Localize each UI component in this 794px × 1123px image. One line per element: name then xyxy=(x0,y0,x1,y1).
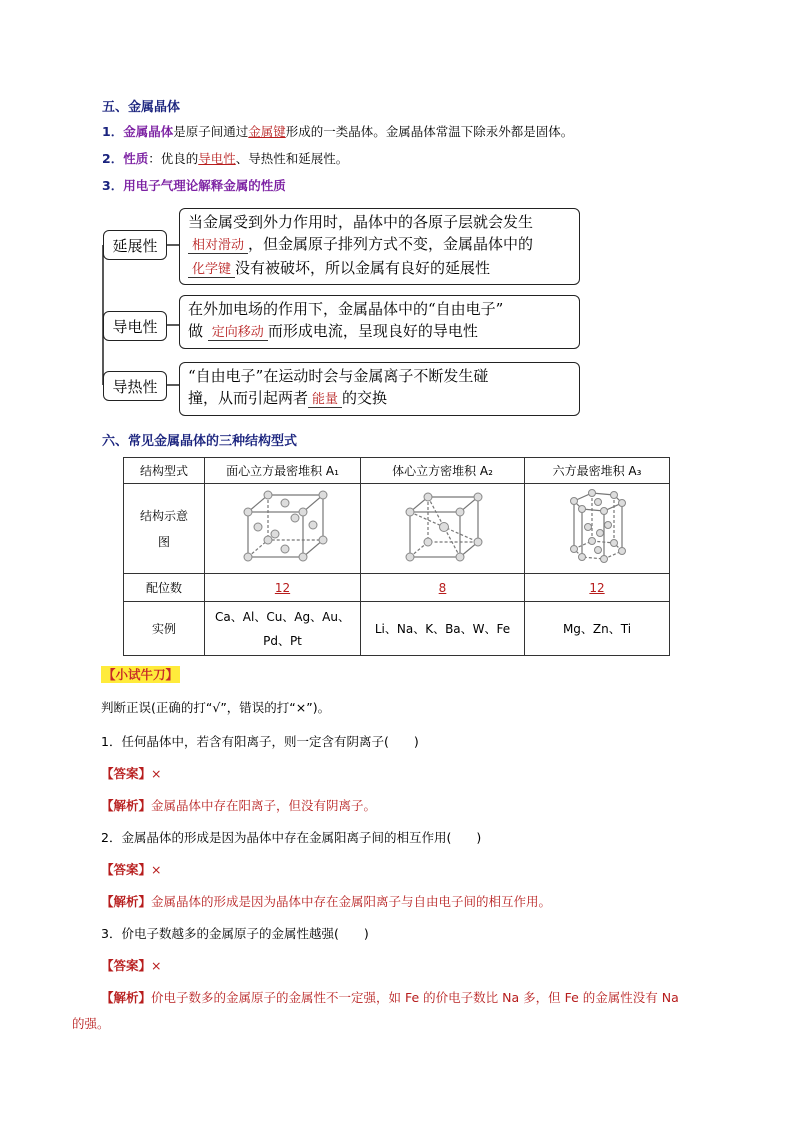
table-header-hcp: 六方最密堆积 A₃ xyxy=(525,458,670,484)
table-header-bcc: 体心立方密堆积 A₂ xyxy=(361,458,525,484)
section5-item1 xyxy=(102,122,573,140)
table-header-fcc: 面心立方最密堆积 A₁ xyxy=(205,458,361,484)
box-conductivity xyxy=(179,295,580,349)
cn-bcc: 8 xyxy=(361,574,525,602)
box3-line2: 撞，从而引起两者 xyxy=(188,389,309,407)
item1-number: 1． xyxy=(102,124,124,139)
q3-question: 3．价电子数越多的金属原子的金属性越强( ) xyxy=(101,926,369,941)
item1-term: 金属晶体 xyxy=(123,124,174,139)
box-ductility xyxy=(179,208,580,285)
item2-text-a: ：优良的 xyxy=(148,151,199,166)
q1-analysis xyxy=(101,796,376,814)
q2-answer-value: × xyxy=(151,862,162,877)
fcc-diagram xyxy=(205,484,361,574)
q1-answer xyxy=(101,764,162,782)
item3-number: 3． xyxy=(102,178,124,193)
q2-question: 2．金属晶体的形成是因为晶体中存在金属阳离子间的相互作用( ) xyxy=(101,830,482,845)
quiz-instruction: 判断正误(正确的打“√”，错误的打“×”)。 xyxy=(101,700,331,715)
q1-answer-value: × xyxy=(151,766,162,781)
q1-analysis-text: 金属晶体中存在阳离子，但没有阴离子。 xyxy=(151,798,377,813)
section5-item3 xyxy=(102,176,286,194)
node-ductility: 延展性 xyxy=(103,230,167,260)
analysis-label: 【解析】 xyxy=(101,798,152,813)
bcc-diagram xyxy=(361,484,525,574)
cn-fcc: 12 xyxy=(205,574,361,602)
quiz-tag: 【小试牛刀】 xyxy=(103,667,179,682)
table-row-cn-label: 配位数 xyxy=(124,574,205,602)
box1-fill1: 相对滑动 xyxy=(188,238,248,254)
item2-fill: 导电性 xyxy=(198,151,236,166)
box3-line1: “自由电子”在运动时会与金属离子不断发生碰 xyxy=(188,367,489,385)
box1-line2: ，但金属原子排列方式不变，金属晶体中的 xyxy=(248,235,534,253)
table-row-diagram-label: 结构示意图 xyxy=(124,484,205,574)
table-row-example-label: 实例 xyxy=(124,602,205,656)
answer-label: 【答案】 xyxy=(101,958,152,973)
node-conductivity: 导电性 xyxy=(103,311,167,341)
box1-fill2: 化学键 xyxy=(188,262,235,278)
analysis-label: 【解析】 xyxy=(101,990,152,1005)
item3-text: 用电子气理论解释金属的性质 xyxy=(123,178,286,193)
box1-line3: 没有被破坏，所以金属有良好的延展性 xyxy=(235,259,491,277)
section6-title: 六、常见金属晶体的三种结构型式 xyxy=(102,434,298,449)
item2-text-b: 、导热性和延展性。 xyxy=(235,151,349,166)
box2-line2: 而形成电流，呈现良好的导电性 xyxy=(267,322,478,340)
answer-label: 【答案】 xyxy=(101,862,152,877)
q3-analysis xyxy=(101,988,679,1006)
table-header-type: 结构型式 xyxy=(124,458,205,484)
hcp-diagram xyxy=(525,484,670,574)
answer-label: 【答案】 xyxy=(101,766,152,781)
example-fcc: Ca、Al、Cu、Ag、Au、Pd、Pt xyxy=(205,602,361,656)
q2-analysis xyxy=(101,892,551,910)
box2-fill: 定向移动 xyxy=(208,325,268,341)
analysis-label: 【解析】 xyxy=(101,894,152,909)
item1-text-a: 是原子间通过 xyxy=(173,124,249,139)
section5-title: 五、金属晶体 xyxy=(102,100,181,115)
item1-text-b: 形成的一类晶体。金属晶体常温下除汞外都是固体。 xyxy=(285,124,574,139)
item1-fill: 金属键 xyxy=(248,124,286,139)
box2-line1: 在外加电场的作用下，金属晶体中的“自由电子” xyxy=(188,300,504,318)
box-thermal xyxy=(179,362,580,416)
example-hcp: Mg、Zn、Ti xyxy=(525,602,670,656)
cn-hcp: 12 xyxy=(525,574,670,602)
q3-answer xyxy=(101,956,162,974)
item2-term: 性质 xyxy=(123,151,149,166)
q2-answer xyxy=(101,860,162,878)
item2-number: 2． xyxy=(102,151,124,166)
q3-answer-value: × xyxy=(151,958,162,973)
structure-table xyxy=(123,457,670,656)
box1-line1: 当金属受到外力作用时，晶体中的各原子层就会发生 xyxy=(188,213,534,231)
section5-item2 xyxy=(102,149,348,167)
example-bcc: Li、Na、K、Ba、W、Fe xyxy=(361,602,525,656)
q1-question: 1．任何晶体中，若含有阳离子，则一定含有阴离子( ) xyxy=(101,734,419,749)
q3-analysis-continued: 的强。 xyxy=(72,1016,110,1031)
q2-analysis-text: 金属晶体的形成是因为晶体中存在金属阳离子与自由电子间的相互作用。 xyxy=(151,894,552,909)
node-thermal: 导热性 xyxy=(103,371,167,401)
box3-line3: 的交换 xyxy=(342,389,388,407)
box3-fill: 能量 xyxy=(308,392,342,408)
q3-analysis-text: 价电子数多的金属原子的金属性不一定强，如 Fe 的价电子数比 Na 多，但 Fe 的金属性没有 Na xyxy=(151,990,679,1005)
box2-pre: 做 xyxy=(188,322,204,340)
